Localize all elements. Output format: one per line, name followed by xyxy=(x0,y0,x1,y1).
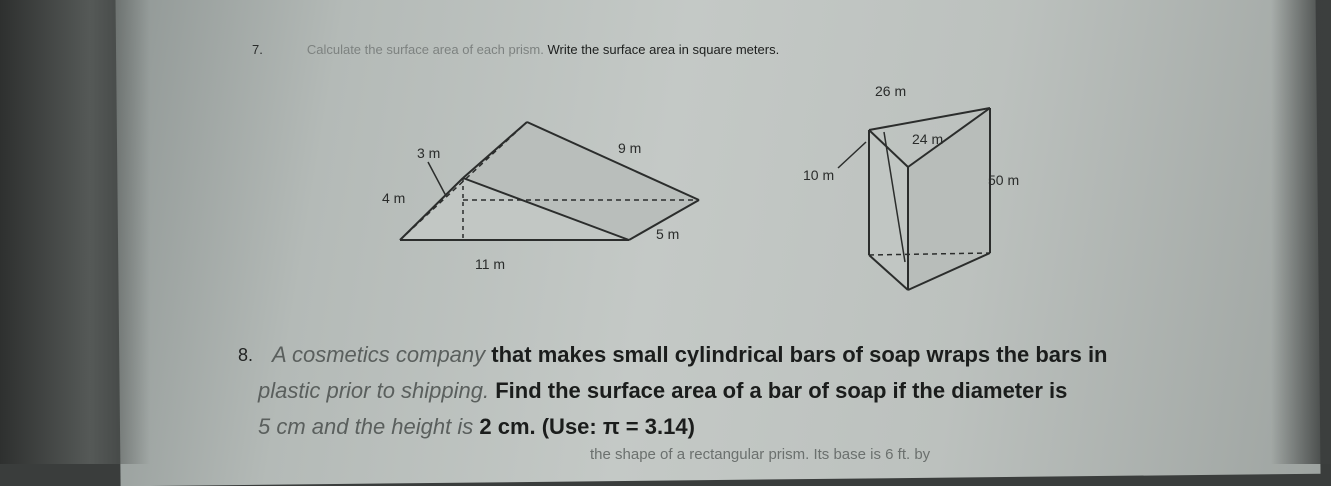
question-7-text-faded: Calculate the surface area of each prism. xyxy=(306,42,544,57)
question-8-line-1 xyxy=(272,338,1108,372)
triangular-prism-1 xyxy=(400,122,699,240)
question-8-line-1-dark: that makes small cylindrical bars of soap wraps the bars in xyxy=(485,342,1108,367)
question-8-number: 8. xyxy=(238,345,254,365)
question-8-line-3-faded: 5 cm and the height is xyxy=(258,414,474,439)
prism-1-pointer xyxy=(428,162,446,196)
prism-1-label-9m: 9 m xyxy=(618,140,642,156)
question-8-line-3 xyxy=(258,410,695,444)
prism-2-label-24m: 24 m xyxy=(912,131,944,147)
prism-2-label-10m: 10 m xyxy=(803,167,835,183)
question-8-line-1-faded: A cosmetics company xyxy=(272,342,486,367)
prism-2-front-face xyxy=(869,130,908,290)
prism-1-label-11m: 11 m xyxy=(475,256,506,272)
prism-2-label-50m: 50 m xyxy=(988,172,1020,188)
prism-1-label-3m: 3 m xyxy=(417,145,441,161)
question-8-line-2-faded: plastic prior to shipping. xyxy=(258,378,490,403)
question-7-number: 7. xyxy=(252,42,263,57)
prism-2-pointer xyxy=(838,142,866,168)
prism-2-label-26m: 26 m xyxy=(875,83,907,99)
prism-1-label-5m: 5 m xyxy=(656,226,680,242)
next-question-cutoff: the shape of a rectangular prism. Its base is 6 ft. by xyxy=(590,446,931,463)
prism-1-label-4m: 4 m xyxy=(382,190,406,206)
question-7-text-dark: Write the surface area in square meters. xyxy=(547,42,780,57)
question-8-line-3-dark: 2 cm. (Use: π = 3.14) xyxy=(473,414,695,439)
question-8-line-2 xyxy=(258,374,1067,408)
question-8-line-2-dark: Find the surface area of a bar of soap if the diameter is xyxy=(489,378,1068,403)
